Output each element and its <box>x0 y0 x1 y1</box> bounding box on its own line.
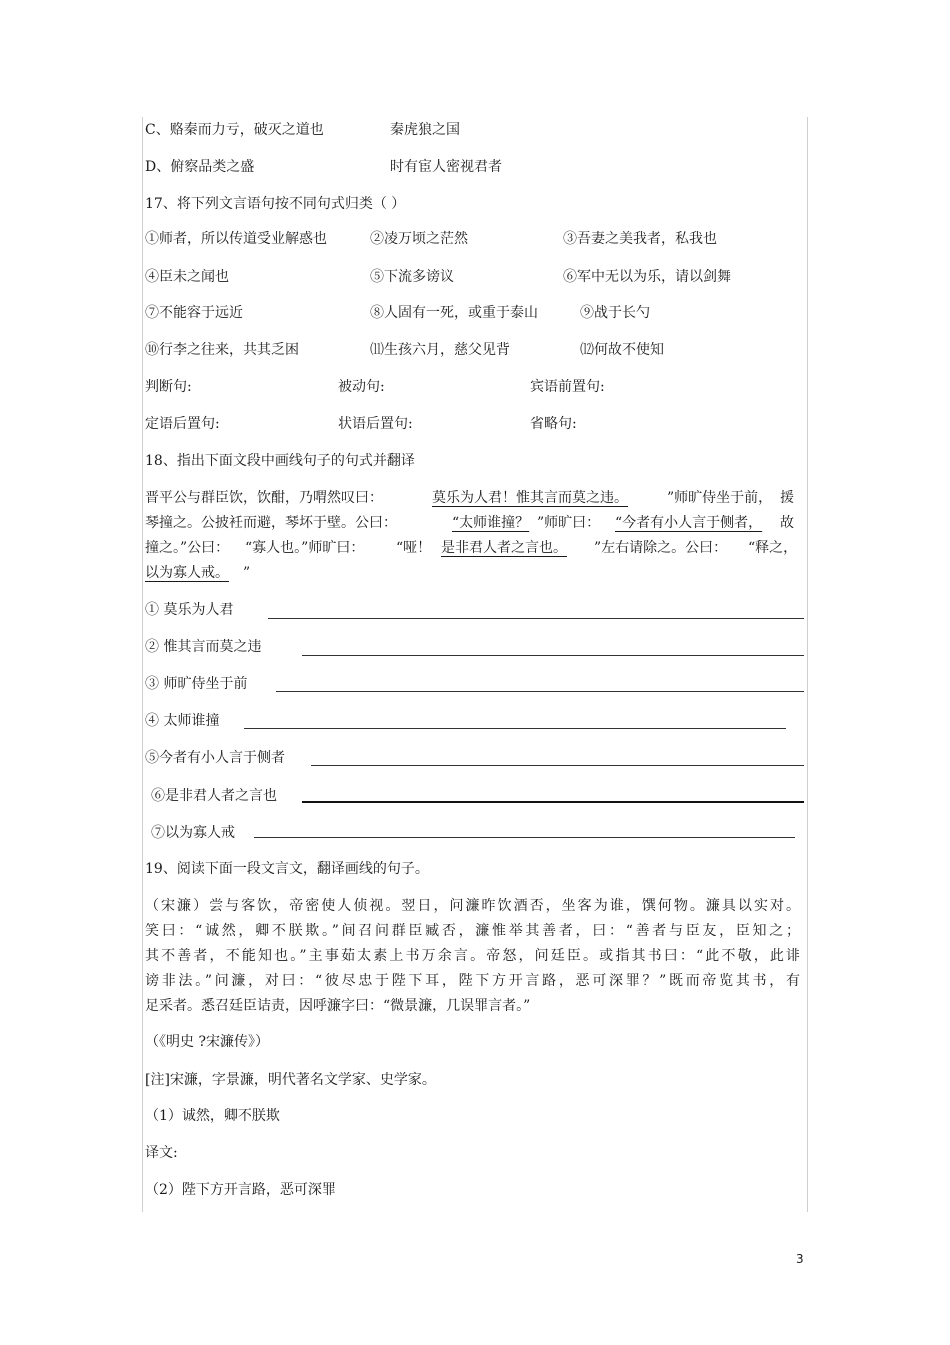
option-d-right: 时有宦人密视君者 <box>390 159 502 175</box>
q18-underlined: 以为寡人戒。 <box>145 565 229 581</box>
q17-category: 宾语前置句: <box>530 379 605 395</box>
q17-item: ⑧人固有一死，或重于泰山 <box>370 305 538 321</box>
q18-text: 琴撞之。公披衽而避，琴坏于壁。公曰： <box>145 515 397 531</box>
q18-text: “寡人也。”师旷曰： <box>245 540 365 556</box>
q17-item: ⑨战于长勺 <box>580 305 650 321</box>
q17-item: ④臣未之闻也 <box>145 269 229 285</box>
q18-translate-item: ③ 师旷侍坐于前 <box>145 676 248 692</box>
q18-text: ” <box>243 565 251 581</box>
option-c-right: 秦虎狼之国 <box>390 122 460 138</box>
q19-paragraph-line: 其不善者，不能知也。”主事茹太素上书万余言。帝怒，问廷臣。或指其书曰：“此不敬，此诽 <box>145 948 800 964</box>
q17-item: ⑩行李之往来，共其乏困 <box>145 342 299 358</box>
answer-line[interactable] <box>302 655 804 656</box>
q18-text: ”师旷侍坐于前， <box>667 490 773 506</box>
q18-underlined: “太师谁撞？ <box>452 515 530 531</box>
q17-category: 状语后置句: <box>338 416 413 432</box>
q18-text: 故 <box>780 515 794 531</box>
q17-item: ⑥军中无以为乐，请以剑舞 <box>563 269 731 285</box>
q17-category: 被动句: <box>338 379 385 395</box>
q17-item: ⑤下流多谤议 <box>370 269 454 285</box>
answer-line[interactable] <box>254 837 795 838</box>
q18-text: ”师旷曰： <box>537 515 601 531</box>
answer-line[interactable] <box>268 618 804 619</box>
q19-paragraph-line: （宋濂）尝与客饮，帝密使人侦视。翌日，问濂昨饮酒否，坐客为谁，馔何物。濂具以实对。 <box>145 898 800 914</box>
q17-title: 17、将下列文言语句按不同句式归类（ ） <box>145 196 406 212</box>
q17-item: ⑦不能容于远近 <box>145 305 243 321</box>
page-number: 3 <box>796 1252 804 1266</box>
answer-line[interactable] <box>311 765 804 766</box>
q18-text: ”左右请除之。公曰： <box>594 540 728 556</box>
q19-note: [注]宋濂，字景濂，明代著名文学家、史学家。 <box>145 1072 436 1088</box>
q18-underlined: “今者有小人言于侧者， <box>615 515 763 531</box>
q17-item: ②凌万顷之茫然 <box>370 231 468 247</box>
option-c: C、赂秦而力亏，破灭之道也 <box>145 122 324 138</box>
q17-item: ⑿何故不使知 <box>580 342 664 358</box>
q19-sentence-2: （2）陛下方开言路，恶可深罪 <box>145 1182 336 1198</box>
answer-line[interactable] <box>244 728 786 729</box>
q19-paragraph-line: 足采者。悉召廷臣诘责，因呼濂字曰：“微景濂，几误罪言者。” <box>145 998 531 1014</box>
q18-text: 晋平公与群臣饮，饮酣，乃喟然叹曰： <box>145 490 383 506</box>
q17-item: ③吾妻之美我者，私我也 <box>563 231 717 247</box>
q18-text: 援 <box>780 490 794 506</box>
q19-title: 19、阅读下面一段文言文，翻译画线的句子。 <box>145 861 429 877</box>
q17-category: 定语后置句: <box>145 416 220 432</box>
q18-text: 撞之。”公曰： <box>145 540 230 556</box>
q18-text: “释之， <box>748 540 798 556</box>
q17-category: 省略句: <box>530 416 577 432</box>
q18-translate-item: ⑦以为寡人戒 <box>151 825 235 841</box>
answer-line[interactable] <box>276 691 804 692</box>
q18-translate-item: ④ 太师谁撞 <box>145 713 220 729</box>
q19-source: （《明史 ?宋濂传》） <box>145 1034 269 1050</box>
q18-underlined: 是非君人者之言也。 <box>441 540 567 556</box>
answer-line[interactable] <box>302 801 804 803</box>
q17-item: ⑾生孩六月，慈父见背 <box>370 342 510 358</box>
q18-translate-item: ⑥是非君人者之言也 <box>151 788 277 804</box>
q17-item: ①师者，所以传道受业解惑也 <box>145 231 327 247</box>
q19-translation-label: 译文: <box>145 1145 178 1161</box>
q19-paragraph-line: 笑曰：“诚然，卿不朕欺。”间召问群臣臧否，濂惟举其善者，曰：“善者与臣友，臣知之； <box>145 923 800 939</box>
q19-paragraph-line: 谤非法。”问濂，对曰：“彼尽忠于陛下耳，陛下方开言路，恶可深罪？”既而帝览其书，有 <box>145 973 800 989</box>
q18-underlined: 莫乐为人君！惟其言而莫之违。 <box>432 490 628 506</box>
q17-category: 判断句: <box>145 379 192 395</box>
q18-translate-item: ① 莫乐为人君 <box>145 602 234 618</box>
q18-text: “哑！ <box>396 540 432 556</box>
q18-translate-item: ② 惟其言而莫之违 <box>145 639 262 655</box>
option-d: D、俯察品类之盛 <box>145 159 255 175</box>
q18-translate-item: ⑤今者有小人言于侧者 <box>145 750 285 766</box>
q18-title: 18、指出下面文段中画线句子的句式并翻译 <box>145 453 415 469</box>
q19-sentence-1: （1）诚然，卿不朕欺 <box>145 1108 280 1124</box>
